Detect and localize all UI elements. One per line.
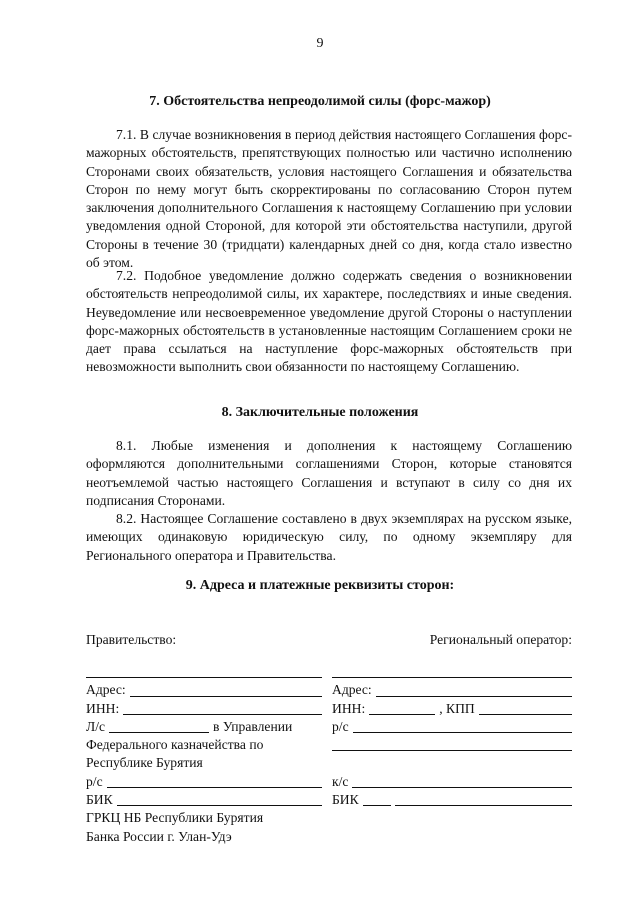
paragraph-8-2: 8.2. Настоящее Соглашение составлено в двух экземплярах на русском языке, имеющих одинаковую юридическую силу, по одному экземпляру для Регионального оператора и Правительства.: [86, 511, 572, 563]
operator-kpp-field[interactable]: [479, 701, 572, 715]
operator-requisites: [332, 631, 572, 809]
operator-title: Региональный оператор:: [429, 632, 572, 647]
government-inn-label: ИНН:: [86, 700, 120, 716]
operator-bik-label: БИК: [332, 792, 359, 808]
government-ls-suffix: в Управлении: [213, 718, 293, 734]
operator-rs-field[interactable]: [353, 719, 572, 733]
government-name-field[interactable]: [86, 664, 322, 678]
operator-kpp-label: , КПП: [439, 700, 475, 716]
operator-inn-field[interactable]: [369, 701, 435, 715]
operator-address-field[interactable]: [376, 683, 572, 697]
government-treasury-line: Федерального казначейства по: [86, 737, 264, 753]
operator-bik-field-short[interactable]: [363, 792, 391, 806]
government-rs-label: р/с: [86, 773, 103, 789]
section-7-title: 7. Обстоятельства непреодолимой силы (форс-мажор): [149, 94, 491, 109]
operator-rs-label: р/с: [332, 718, 349, 734]
operator-address-label: Адрес:: [332, 682, 372, 698]
government-republic-line: Республике Бурятия: [86, 755, 203, 771]
paragraph-7-1: 7.1. В случае возникновения в период действия настоящего Соглашения форс-мажорных обстоятельств, препятствующих полностью или частично исполнению Сторонами своих обязательств, условия настоящего Соглашения и обязательства Сторон по нему могут быть скорректированы по согласованию Сторон путем заключения дополнительного Соглашения к настоящему Соглашению при условии уведомления одной Стороной, для которой эти обстоятельства наступили, другой Стороны в течение 30 (тридцати) календарных дней со дня, когда стало известно об этом.: [86, 127, 572, 271]
operator-ks-label: к/с: [332, 773, 349, 789]
government-requisites: [86, 631, 322, 846]
government-bik-label: БИК: [86, 792, 113, 808]
government-address-label: Адрес:: [86, 682, 126, 698]
operator-bik-field[interactable]: [395, 792, 572, 806]
section-9-title: 9. Адреса и платежные реквизиты сторон:: [185, 578, 455, 593]
government-title: Правительство:: [86, 632, 177, 647]
operator-inn-label: ИНН:: [332, 700, 366, 716]
government-ls-field[interactable]: [109, 719, 209, 733]
paragraph-8-1: 8.1. Любые изменения и дополнения к настоящему Соглашению оформляются дополнительными соглашениями Сторон, которые становятся неотъемлемой частью настоящего Соглашения и вступают в силу со дня их подписания Сторонами.: [86, 438, 572, 508]
operator-name-field[interactable]: [332, 664, 572, 678]
government-address-field[interactable]: [130, 683, 322, 697]
government-bank-line-2: Банка России г. Улан-Удэ: [86, 828, 232, 844]
government-inn-field[interactable]: [123, 701, 322, 715]
government-rs-field[interactable]: [107, 774, 322, 788]
section-8-title: 8. Заключительные положения: [221, 405, 419, 420]
operator-rs-continuation-field[interactable]: [332, 737, 572, 751]
paragraph-7-2: 7.2. Подобное уведомление должно содержать сведения о возникновении обстоятельств непреодолимой силы, их характере, последствиях и иные сведения. Неуведомление или несвоевременное уведомление другой Стороны о наступлении форс-мажорных обстоятельств в установленные настоящим Соглашением сроки не дает права ссылаться на наступление форс-мажорных обстоятельств при невозможности выполнить свои обязанности по настоящему Соглашению.: [86, 268, 572, 375]
government-ls-label: Л/с: [86, 718, 106, 734]
page-number: 9: [316, 36, 324, 51]
operator-ks-field[interactable]: [352, 774, 572, 788]
government-bik-field[interactable]: [117, 792, 322, 806]
government-bank-line-1: ГРКЦ НБ Республики Бурятия: [86, 810, 264, 826]
